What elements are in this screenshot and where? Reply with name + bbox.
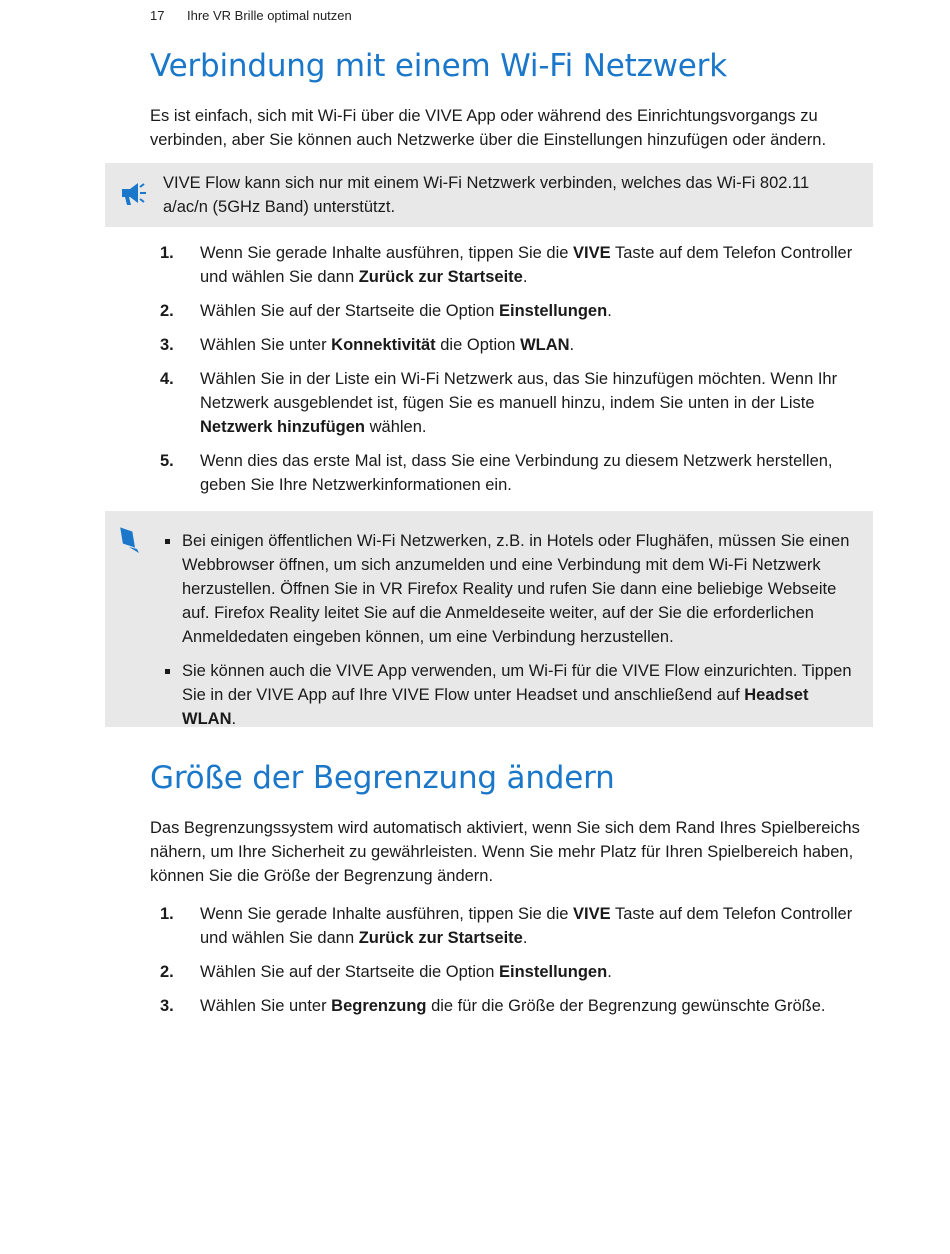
- text-run: Wählen Sie auf der Startseite die Option: [200, 963, 499, 981]
- text-run: .: [569, 336, 575, 354]
- step-number: 1.: [160, 244, 174, 262]
- text-run: Sie können auch die VIVE App verwenden, um Wi-Fi für die VIVE Flow einzurichten. Tippen Sie in der VIVE App auf Ihre VIVE Flow unter Headset und anschließend auf: [182, 662, 852, 704]
- text-run: Wenn Sie gerade Inhalte ausführen, tippen Sie die: [200, 244, 574, 262]
- text-run: .: [522, 929, 528, 947]
- text-run: .: [607, 302, 612, 320]
- bold-term: Einstellungen: [499, 302, 608, 320]
- wifi-intro: Es ist einfach, sich mit Wi-Fi über die VIVE App oder während des Einrichtungsvorgangs zu verbinden, aber Sie können auch Netzwerke über die Einstellungen hinzufügen oder ändern.: [150, 107, 827, 149]
- step-item: [150, 994, 880, 1018]
- wifi-note-text: VIVE Flow kann sich nur mit einem Wi-Fi Netzwerk verbinden, welches das Wi-Fi 802.11 a/ac/n (5GHz Band) unterstützt.: [163, 174, 810, 216]
- wifi-steps: [150, 241, 880, 507]
- bold-term: Zurück zur Startseite: [358, 268, 523, 286]
- text-run: wählen.: [365, 418, 427, 436]
- text-run: .: [522, 268, 528, 286]
- bold-term: Netzwerk hinzufügen: [200, 418, 366, 436]
- text-run: die für die Größe der Begrenzung gewünschte Größe.: [426, 997, 826, 1015]
- text-run: Bei einigen öffentlichen Wi-Fi Netzwerken, z.B. in Hotels oder Flughäfen, müssen Sie einen Webbrowser öffnen, um sich anzumelden und eine Verbindung mit dem Wi-Fi Netzwerk herzustellen. Öffnen Sie in VR Firefox Reality und rufen Sie dann eine beliebige Webseite auf. Firefox Reality leitet Sie auf die Anmeldeseite weiter, auf der Sie die erforderlichen Anmeldedaten eingeben können, um eine Verbindung herzustellen.: [182, 532, 850, 646]
- step-item: [150, 299, 880, 323]
- step-item: [150, 241, 880, 289]
- step-item: [150, 960, 880, 984]
- text-run: Wählen Sie auf der Startseite die Option: [200, 302, 499, 320]
- megaphone-icon: [117, 179, 147, 212]
- bullet-icon: [165, 539, 170, 544]
- tip-item: [163, 659, 863, 731]
- step-number: 3.: [160, 997, 174, 1015]
- section-title-wifi: Verbindung mit einem Wi-Fi Netzwerk: [150, 48, 727, 84]
- chapter-title: Ihre VR Brille optimal nutzen: [187, 8, 352, 23]
- bold-term: WLAN: [520, 336, 570, 354]
- text-run: Wählen Sie unter: [200, 336, 332, 354]
- page-header: [150, 8, 352, 23]
- bold-term: Einstellungen: [499, 963, 608, 981]
- pencil-icon: [117, 523, 145, 560]
- text-run: Taste auf dem Telefon Controller und wählen Sie dann: [200, 244, 853, 286]
- boundary-steps: [150, 902, 880, 1028]
- step-number: 4.: [160, 370, 174, 388]
- step-item: [150, 333, 880, 357]
- bold-term: Zurück zur Startseite: [358, 929, 523, 947]
- text-run: Wählen Sie unter: [200, 997, 332, 1015]
- text-run: Wenn Sie gerade Inhalte ausführen, tippen Sie die: [200, 905, 574, 923]
- page-number: 17: [150, 8, 165, 23]
- text-run: .: [231, 710, 237, 728]
- step-item: [150, 449, 880, 497]
- step-number: 2.: [160, 302, 174, 320]
- text-run: die Option: [435, 336, 521, 354]
- bold-term: Begrenzung: [331, 997, 427, 1015]
- text-run: .: [607, 963, 612, 981]
- text-run: Wenn dies das erste Mal ist, dass Sie eine Verbindung zu diesem Netzwerk herstellen, geben Sie Ihre Netzwerkinformationen ein.: [200, 452, 833, 494]
- bold-term: VIVE: [573, 905, 611, 923]
- bold-term: Konnektivität: [331, 336, 436, 354]
- step-item: [150, 902, 880, 950]
- bold-term: Headset WLAN: [182, 686, 809, 728]
- step-number: 5.: [160, 452, 174, 470]
- wifi-tips-list: [163, 529, 863, 741]
- wifi-tip-box: [105, 511, 873, 727]
- step-number: 2.: [160, 963, 174, 981]
- step-number: 1.: [160, 905, 174, 923]
- tip-item: [163, 529, 863, 649]
- step-item: [150, 367, 880, 439]
- bold-term: VIVE: [573, 244, 611, 262]
- section-title-boundary: Größe der Begrenzung ändern: [150, 760, 615, 796]
- step-number: 3.: [160, 336, 174, 354]
- wifi-note-box: [105, 163, 873, 227]
- text-run: Taste auf dem Telefon Controller und wählen Sie dann: [200, 905, 853, 947]
- bullet-icon: [165, 669, 170, 674]
- text-run: Wählen Sie in der Liste ein Wi-Fi Netzwerk aus, das Sie hinzufügen möchten. Wenn Ihr Netzwerk ausgeblendet ist, fügen Sie es manuell hinzu, indem Sie unten in der Liste: [200, 370, 838, 412]
- boundary-intro: Das Begrenzungssystem wird automatisch aktiviert, wenn Sie sich dem Rand Ihres Spielbereichs nähern, um Ihre Sicherheit zu gewährleisten. Wenn Sie mehr Platz für Ihren Spielbereich haben, können Sie die Größe der Begrenzung ändern.: [150, 819, 860, 885]
